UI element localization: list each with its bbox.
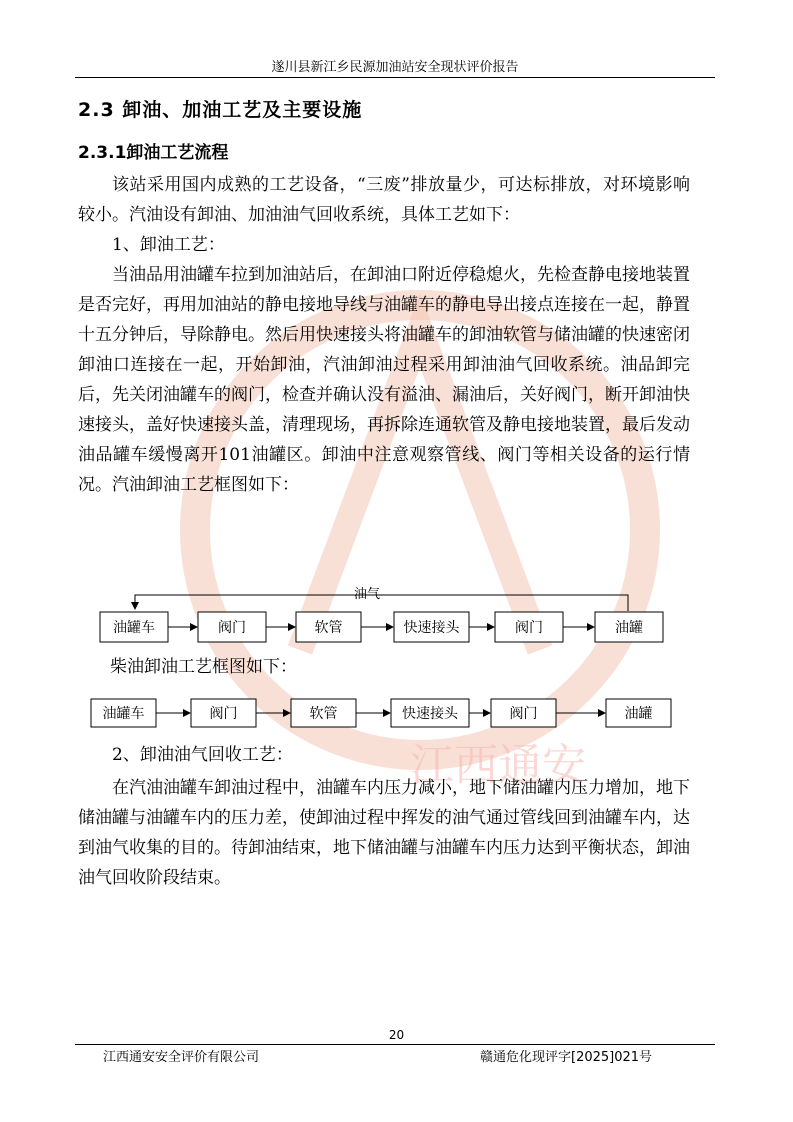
footer-rule: [75, 1044, 715, 1045]
diesel-box-label-2: 阀门: [209, 706, 238, 722]
watermark-text: 江西通安: [410, 740, 586, 791]
gasoline-process-diagram: [95, 584, 675, 646]
item2-title: 2、卸油油气回收工艺：: [112, 745, 293, 765]
gasoline-box-label-1: 油罐车: [113, 620, 155, 636]
item2-body: 在汽油油罐车卸油过程中，油罐车内压力减小，地下储油罐内压力增加，地下储油罐与油罐车内的压力差，使卸油过程中挥发的油气通过管线回到油罐车内，达到油气收集的目的。待卸油结束，地下储油罐与油罐车内压力达到平衡状态，卸油油气回收阶段结束。: [78, 778, 690, 888]
diesel-caption: 柴油卸油工艺框图如下：: [110, 657, 297, 677]
page-header: 遂川县新江乡民源加油站安全现状评价报告: [271, 60, 519, 75]
diesel-box-label-1: 油罐车: [102, 706, 145, 722]
subsection-heading: 2.3.1卸油工艺流程: [78, 143, 229, 163]
section-heading: 2.3 卸油、加油工艺及主要设施: [78, 99, 363, 121]
gasoline-box-label-5: 阀门: [515, 620, 543, 636]
footer-company: 江西通安安全评价有限公司: [103, 1050, 260, 1065]
footer-doc-number: 赣通危化现评字[2025]021号: [480, 1050, 653, 1065]
diesel-box-label-5: 阀门: [509, 706, 538, 722]
gasoline-box-label-4: 快速接头: [403, 620, 460, 636]
gasoline-box-label-6: 油罐: [615, 620, 643, 636]
header-rule: [75, 77, 715, 78]
gasoline-box-label-2: 阀门: [218, 620, 246, 636]
intro-paragraph: 该站采用国内成熟的工艺设备，“三废”排放量少，可达标排放，对环境影响较小。汽油设有卸油、加油油气回收系统，具体工艺如下：: [78, 175, 690, 225]
vapor-return-label: 油气: [353, 587, 381, 602]
diesel-box-label-3: 软管: [309, 706, 338, 722]
item1-body: 当油品用油罐车拉到加油站后，在卸油口附近停稳熄火，先检查静电接地装置是否完好，再用加油站的静电接地导线与油罐车的静电导出接点连接在一起，静置十五分钟后，导除静电。然后用快速接头将油罐车的卸油软管与储油罐的快速密闭卸油口连接在一起，开始卸油，汽油卸油过程采用卸油油气回收系统。油品卸完后，先关闭油罐车的阀门，检查并确认没有溢油、漏油后，关好阀门，断开卸油快速接头，盖好快速接头盖，清理现场，再拆除连通软管及静电接地装置，最后发动油品罐车缓慢离开101油罐区。卸油中注意观察管线、阀门等相关设备的运行情况。汽油卸油工艺框图如下：: [78, 265, 690, 495]
vapor-return-line: [135, 595, 628, 611]
diesel-box-label-6: 油罐: [624, 706, 653, 722]
gasoline-box-label-3: 软管: [314, 620, 343, 636]
item1-title: 1、卸油工艺：: [112, 235, 225, 255]
page-number: 20: [388, 1028, 405, 1042]
diesel-process-diagram: [88, 695, 678, 731]
diesel-box-label-4: 快速接头: [402, 706, 458, 722]
